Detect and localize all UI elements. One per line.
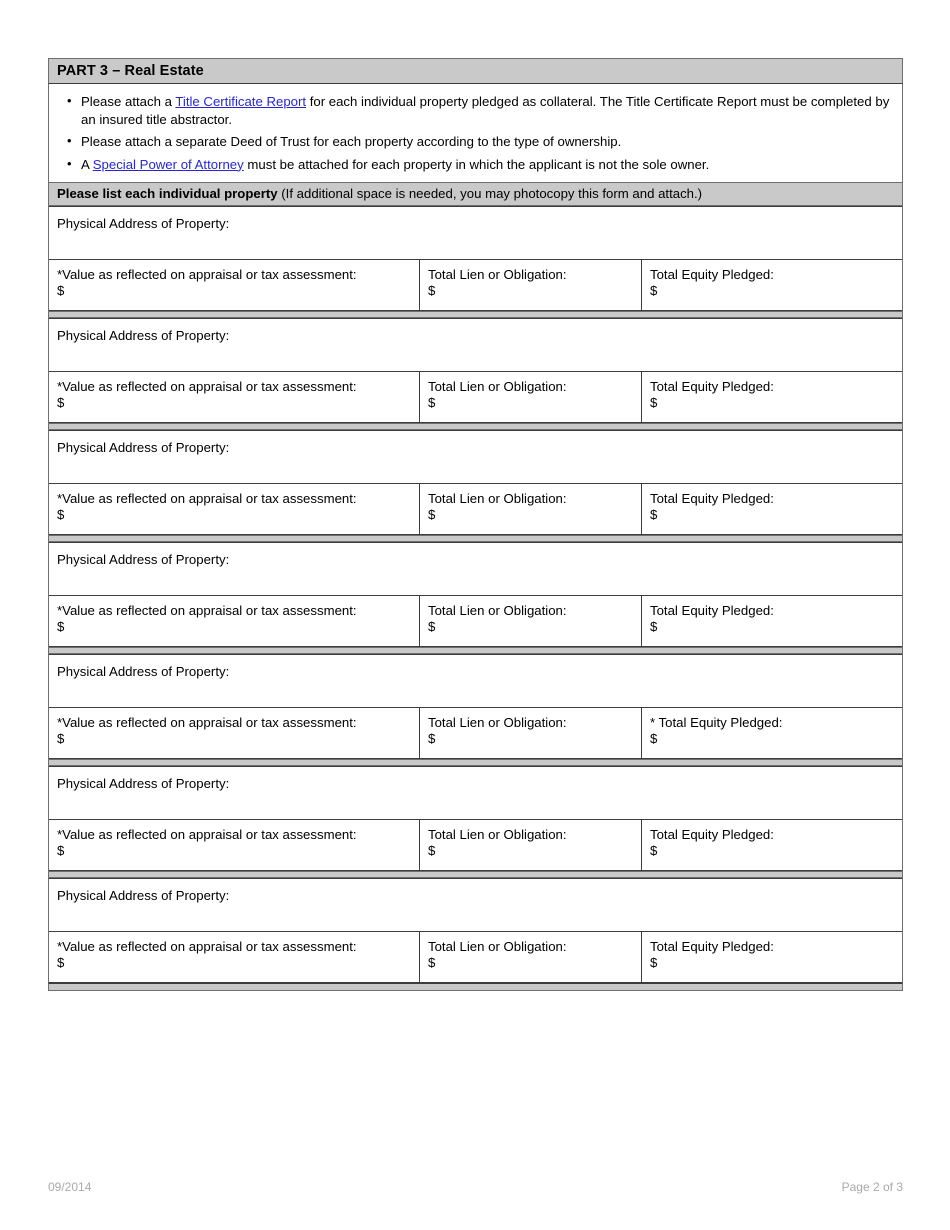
total-lien-obligation-field[interactable] bbox=[420, 932, 642, 982]
total-equity-pledged-currency-symbol: $ bbox=[650, 507, 658, 522]
total-lien-obligation-label: Total Lien or Obligation: bbox=[428, 603, 567, 618]
total-lien-obligation-currency-symbol: $ bbox=[428, 395, 436, 410]
physical-address-label: Physical Address of Property: bbox=[57, 664, 230, 679]
total-equity-pledged-label: Total Equity Pledged: bbox=[650, 827, 774, 842]
physical-address-label: Physical Address of Property: bbox=[57, 888, 230, 903]
appraised-value-currency-symbol: $ bbox=[57, 955, 65, 970]
total-equity-pledged-label: Total Equity Pledged: bbox=[650, 379, 774, 394]
appraised-value-field[interactable] bbox=[49, 596, 420, 646]
instruction-link[interactable]: Title Certificate Report bbox=[175, 94, 307, 109]
property-block-separator bbox=[49, 423, 902, 430]
total-equity-pledged-currency-symbol: $ bbox=[650, 955, 658, 970]
total-lien-obligation-label: Total Lien or Obligation: bbox=[428, 379, 567, 394]
list-header-normal: (If additional space is needed, you may photocopy this form and attach.) bbox=[277, 186, 703, 201]
instruction-text: Please attach a separate Deed of Trust for each property according to the type of ownership. bbox=[81, 134, 622, 149]
appraised-value-label: *Value as reflected on appraisal or tax assessment: bbox=[57, 715, 357, 730]
appraised-value-label: *Value as reflected on appraisal or tax assessment: bbox=[57, 603, 357, 618]
instruction-text: Please attach a bbox=[81, 94, 176, 109]
total-lien-obligation-field[interactable] bbox=[420, 596, 642, 646]
list-header-bold: Please list each individual property bbox=[57, 186, 278, 201]
total-lien-obligation-currency-symbol: $ bbox=[428, 507, 436, 522]
property-values-row bbox=[49, 372, 902, 423]
physical-address-label: Physical Address of Property: bbox=[57, 440, 230, 455]
table-end-bar bbox=[48, 983, 903, 991]
physical-address-field[interactable] bbox=[49, 430, 902, 484]
property-values-row bbox=[49, 708, 902, 759]
total-lien-obligation-field[interactable] bbox=[420, 372, 642, 422]
appraised-value-currency-symbol: $ bbox=[57, 731, 65, 746]
physical-address-field[interactable] bbox=[49, 878, 902, 932]
appraised-value-currency-symbol: $ bbox=[57, 507, 65, 522]
total-lien-obligation-label: Total Lien or Obligation: bbox=[428, 939, 567, 954]
instruction-text: A bbox=[81, 156, 93, 172]
physical-address-label: Physical Address of Property: bbox=[57, 776, 230, 791]
appraised-value-field[interactable] bbox=[49, 260, 420, 310]
appraised-value-label: *Value as reflected on appraisal or tax assessment: bbox=[57, 379, 357, 394]
total-lien-obligation-label: Total Lien or Obligation: bbox=[428, 267, 567, 282]
physical-address-label: Physical Address of Property: bbox=[57, 328, 230, 343]
property-values-row bbox=[49, 932, 902, 983]
property-blocks-table bbox=[48, 206, 903, 983]
appraised-value-label: *Value as reflected on appraisal or tax assessment: bbox=[57, 827, 357, 842]
property-block bbox=[49, 878, 902, 983]
property-block-separator bbox=[49, 759, 902, 766]
instruction-item bbox=[81, 93, 892, 128]
instruction-text: for each individual property pledged as collateral. The Title Certificate Report must be completed by an insured title abstractor. bbox=[81, 94, 890, 127]
property-block-separator bbox=[49, 311, 902, 318]
total-equity-pledged-label: Total Equity Pledged: bbox=[650, 267, 774, 282]
list-properties-header bbox=[48, 183, 903, 206]
appraised-value-currency-symbol: $ bbox=[57, 283, 65, 298]
appraised-value-currency-symbol: $ bbox=[57, 619, 65, 634]
appraised-value-field[interactable] bbox=[49, 372, 420, 422]
total-lien-obligation-label: Total Lien or Obligation: bbox=[428, 715, 567, 730]
property-block bbox=[49, 542, 902, 647]
total-lien-obligation-currency-symbol: $ bbox=[428, 283, 436, 298]
property-block-separator bbox=[49, 871, 902, 878]
total-lien-obligation-field[interactable] bbox=[420, 260, 642, 310]
property-block bbox=[49, 206, 902, 311]
footer-revision-date: 09/2014 bbox=[48, 1180, 92, 1194]
total-equity-pledged-label: * Total Equity Pledged: bbox=[650, 715, 783, 730]
total-lien-obligation-label: Total Lien or Obligation: bbox=[428, 491, 567, 506]
property-block bbox=[49, 318, 902, 423]
physical-address-field[interactable] bbox=[49, 206, 902, 260]
property-values-row bbox=[49, 260, 902, 311]
appraised-value-currency-symbol: $ bbox=[57, 395, 65, 410]
appraised-value-label: *Value as reflected on appraisal or tax assessment: bbox=[57, 267, 357, 282]
appraised-value-currency-symbol: $ bbox=[57, 843, 65, 858]
property-block bbox=[49, 766, 902, 871]
total-equity-pledged-field[interactable] bbox=[642, 372, 902, 422]
total-equity-pledged-label: Total Equity Pledged: bbox=[650, 939, 774, 954]
total-equity-pledged-currency-symbol: $ bbox=[650, 843, 658, 858]
total-lien-obligation-currency-symbol: $ bbox=[428, 955, 436, 970]
appraised-value-field[interactable] bbox=[49, 708, 420, 758]
property-block-separator bbox=[49, 647, 902, 654]
total-equity-pledged-field[interactable] bbox=[642, 596, 902, 646]
instruction-item bbox=[81, 156, 892, 174]
total-equity-pledged-currency-symbol: $ bbox=[650, 283, 658, 298]
part-3-form-block bbox=[48, 58, 903, 991]
property-values-row bbox=[49, 596, 902, 647]
total-lien-obligation-currency-symbol: $ bbox=[428, 843, 436, 858]
physical-address-field[interactable] bbox=[49, 318, 902, 372]
total-lien-obligation-label: Total Lien or Obligation: bbox=[428, 827, 567, 842]
part-3-header: PART 3 – Real Estate bbox=[48, 58, 903, 84]
total-lien-obligation-currency-symbol: $ bbox=[428, 619, 436, 634]
total-equity-pledged-currency-symbol: $ bbox=[650, 619, 658, 634]
property-block bbox=[49, 430, 902, 535]
appraised-value-field[interactable] bbox=[49, 484, 420, 534]
property-block-separator bbox=[49, 535, 902, 542]
appraised-value-field[interactable] bbox=[49, 932, 420, 982]
page-footer bbox=[48, 1180, 903, 1194]
instructions-panel bbox=[48, 84, 903, 183]
physical-address-field[interactable] bbox=[49, 766, 902, 820]
total-lien-obligation-field[interactable] bbox=[420, 484, 642, 534]
total-equity-pledged-field[interactable] bbox=[642, 820, 902, 870]
appraised-value-label: *Value as reflected on appraisal or tax assessment: bbox=[57, 939, 357, 954]
total-equity-pledged-label: Total Equity Pledged: bbox=[650, 491, 774, 506]
instruction-list bbox=[59, 93, 892, 173]
property-values-row bbox=[49, 484, 902, 535]
total-equity-pledged-field[interactable] bbox=[642, 708, 902, 758]
total-equity-pledged-field[interactable] bbox=[642, 932, 902, 982]
property-block bbox=[49, 654, 902, 759]
instruction-text: must be attached for each property in which the applicant is not the sole owner. bbox=[243, 156, 710, 172]
appraised-value-label: *Value as reflected on appraisal or tax assessment: bbox=[57, 491, 357, 506]
property-values-row bbox=[49, 820, 902, 871]
total-equity-pledged-field[interactable] bbox=[642, 260, 902, 310]
total-lien-obligation-currency-symbol: $ bbox=[428, 731, 436, 746]
total-equity-pledged-currency-symbol: $ bbox=[650, 731, 658, 746]
physical-address-label: Physical Address of Property: bbox=[57, 216, 230, 231]
physical-address-field[interactable] bbox=[49, 654, 902, 708]
total-equity-pledged-field[interactable] bbox=[642, 484, 902, 534]
instruction-link[interactable]: Special Power of Attorney bbox=[92, 156, 244, 172]
total-lien-obligation-field[interactable] bbox=[420, 820, 642, 870]
physical-address-label: Physical Address of Property: bbox=[57, 552, 230, 567]
total-equity-pledged-currency-symbol: $ bbox=[650, 395, 658, 410]
total-equity-pledged-label: Total Equity Pledged: bbox=[650, 603, 774, 618]
total-lien-obligation-field[interactable] bbox=[420, 708, 642, 758]
footer-page-number: Page 2 of 3 bbox=[841, 1180, 903, 1194]
physical-address-field[interactable] bbox=[49, 542, 902, 596]
appraised-value-field[interactable] bbox=[49, 820, 420, 870]
instruction-item bbox=[81, 133, 892, 151]
